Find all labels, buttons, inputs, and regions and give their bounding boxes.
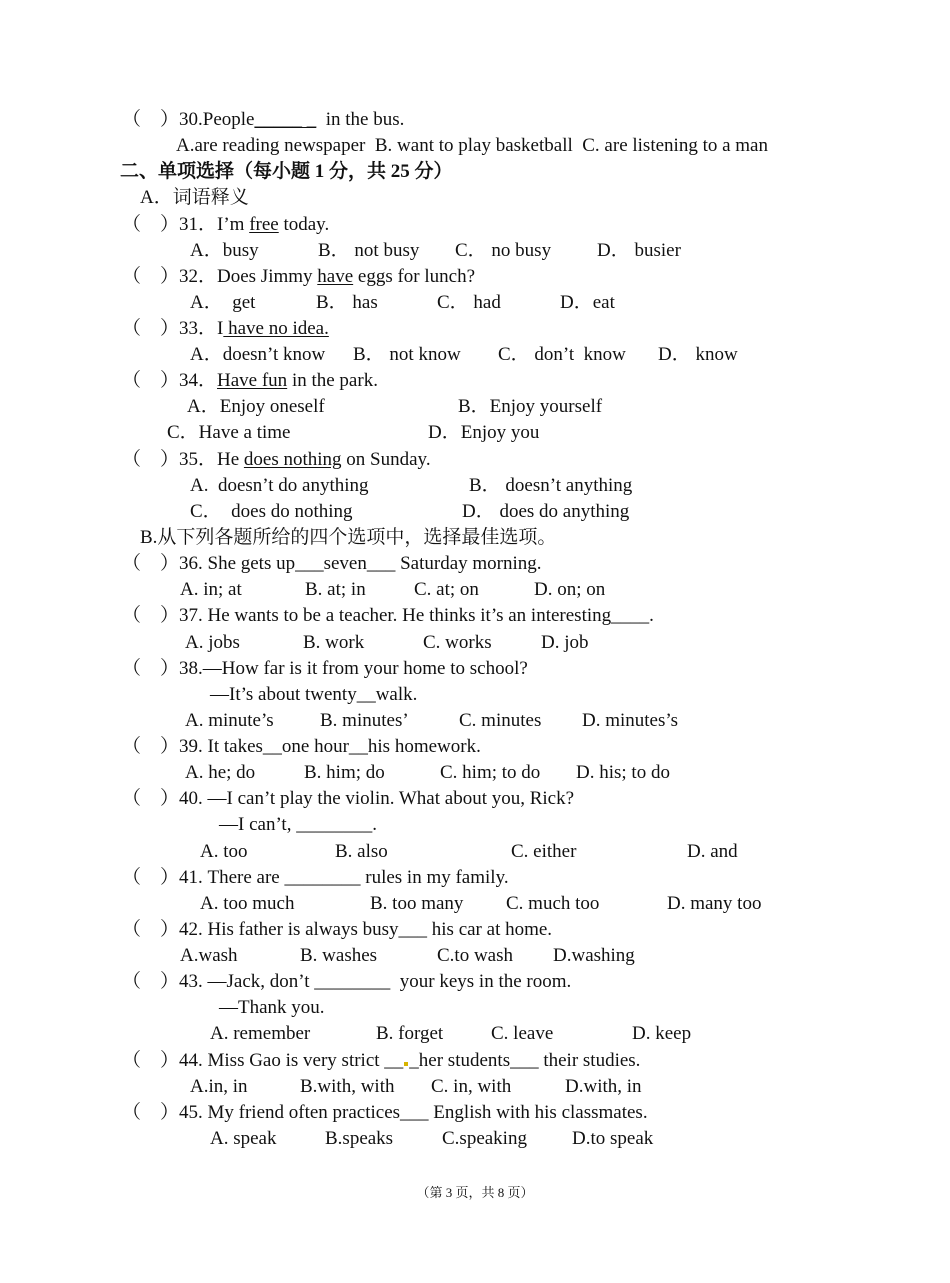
option-d: D． busier [597,240,681,261]
option-b: B． not busy [318,240,420,261]
option-b: B. him; do [304,762,385,783]
option-d: D．eat [560,292,615,313]
question-41-stem: （ ）41. There are ________ rules in my family. [122,867,509,888]
option-c: C. him; to do [440,762,541,783]
question-43-stem: （ ）43. —Jack, don’t ________ your keys in the room. [122,971,572,992]
option-d: D．Enjoy you [428,422,540,443]
question-40-stem: （ ）40. —I can’t play the violin. What about you, Rick? [122,788,575,809]
option-b: B. forget [376,1023,444,1044]
option-a: A．Enjoy oneself [187,396,325,417]
option-c: C. works [423,632,492,653]
question-39-stem: （ ）39. It takes__one hour__his homework. [122,736,481,757]
option-a: A．doesn’t know [190,344,326,365]
underlined-phrase: does nothing [243,449,342,470]
question-42-stem: （ ）42. His father is always busy___ his car at home. [122,919,553,940]
option-b: B.speaks [325,1128,394,1149]
question-37-stem: （ ）37. He wants to be a teacher. He thinks it’s an interesting____. [122,605,654,626]
question-30-text-end: in the bus. [316,109,405,130]
yellow-mark [404,1062,408,1066]
question-35-text: （ ）35．He [122,449,244,470]
option-c: C． don’t know [498,344,626,365]
question-34-text-end: in the park. [287,370,378,391]
option-a: A. doesn’t do anything [190,475,369,496]
option-a: A. remember [210,1023,311,1044]
question-32-text: （ ）32．Does Jimmy [122,266,318,287]
part-a-heading: A．词语释义 [140,187,249,208]
underlined-phrase: have no idea. [223,318,329,339]
question-34-text: （ ）34． [122,370,218,391]
underlined-phrase: Have fun [217,370,288,391]
option-b: B.with, with [300,1076,395,1097]
question-31-stem [122,214,329,236]
option-b: B． not know [353,344,461,365]
option-a: A. too [200,841,248,862]
question-33-text: （ ）33．I [122,318,224,339]
option-b: B. minutes’ [320,710,409,731]
question-36-stem: （ ）36. She gets up___seven___ Saturday morning. [122,553,542,574]
option-d: D． know [658,344,738,365]
question-35-text-end: on Sunday. [341,449,431,470]
part-b-heading: B.从下列各题所给的四个选项中，选择最佳选项。 [140,527,557,548]
option-d: D.washing [553,945,635,966]
option-c: C. much too [506,893,600,914]
question-44-text-end: _her students___ their studies. [409,1050,641,1071]
underlined-phrase: free [249,214,279,235]
option-d: D. and [687,841,738,862]
question-45-stem: （ ）45. My friend often practices___ English with his classmates. [122,1102,648,1123]
question-31-text-end: today. [278,214,330,235]
question-40-response: —I can’t, ________. [219,814,377,835]
option-a: A. he; do [185,762,256,783]
option-b: B. at; in [305,579,366,600]
question-44-text: （ ）44. Miss Gao is very strict __ [122,1050,404,1071]
option-a: A. too much [200,893,295,914]
option-c: C. either [511,841,577,862]
option-b: B．Enjoy yourself [458,396,603,417]
question-38-response: —It’s about twenty__walk. [210,684,418,705]
option-d: D． does do anything [462,501,630,522]
option-c: C. in, with [431,1076,512,1097]
option-c: C．Have a time [167,422,291,443]
option-b: B. washes [300,945,378,966]
question-30-text: （ ）30.People [122,109,255,130]
option-a: A.wash [180,945,238,966]
question-43-response: —Thank you. [219,997,325,1018]
question-33-stem [122,318,329,340]
option-b: B. too many [370,893,464,914]
option-a: A. jobs [185,632,240,653]
question-30-options: A.are reading newspaper B. want to play basketball C. are listening to a man [176,135,768,156]
option-b: B． has [316,292,378,313]
option-b: B． doesn’t anything [469,475,633,496]
question-44-stem [122,1050,640,1072]
option-d: D. job [541,632,589,653]
option-d: D.with, in [565,1076,642,1097]
question-35-stem [122,449,431,471]
section-title: 二、单项选择（每小题 1 分，共 25 分） [120,161,453,182]
option-c: C.speaking [442,1128,527,1149]
option-a: A．busy [190,240,259,261]
option-d: D.to speak [572,1128,654,1149]
question-30-stem [122,109,404,131]
option-d: D. many too [667,893,762,914]
option-a: A. minute’s [185,710,274,731]
option-d: D. on; on [534,579,606,600]
option-c: C. minutes [459,710,542,731]
option-c: C． no busy [455,240,552,261]
option-c: C． had [437,292,501,313]
option-a: A.in, in [190,1076,248,1097]
option-a: A． get [190,292,256,313]
option-d: D. minutes’s [582,710,679,731]
question-32-text-end: eggs for lunch? [353,266,476,287]
option-c: C.to wash [437,945,513,966]
answer-blank: _____ _ [254,109,317,130]
underlined-phrase: have [317,266,354,287]
option-b: B. also [335,841,388,862]
option-c: C. leave [491,1023,554,1044]
option-c: C． does do nothing [190,501,353,522]
option-a: A. speak [210,1128,277,1149]
option-d: D. keep [632,1023,692,1044]
option-d: D. his; to do [576,762,670,783]
question-34-stem [122,370,378,392]
question-31-text: （ ）31．I’m [122,214,250,235]
page-number: （第 3 页，共 8 页） [416,1185,534,1200]
option-b: B. work [303,632,365,653]
option-a: A. in; at [180,579,242,600]
question-32-stem [122,266,475,288]
question-38-stem: （ ）38.—How far is it from your home to school? [122,658,528,679]
option-c: C. at; on [414,579,479,600]
